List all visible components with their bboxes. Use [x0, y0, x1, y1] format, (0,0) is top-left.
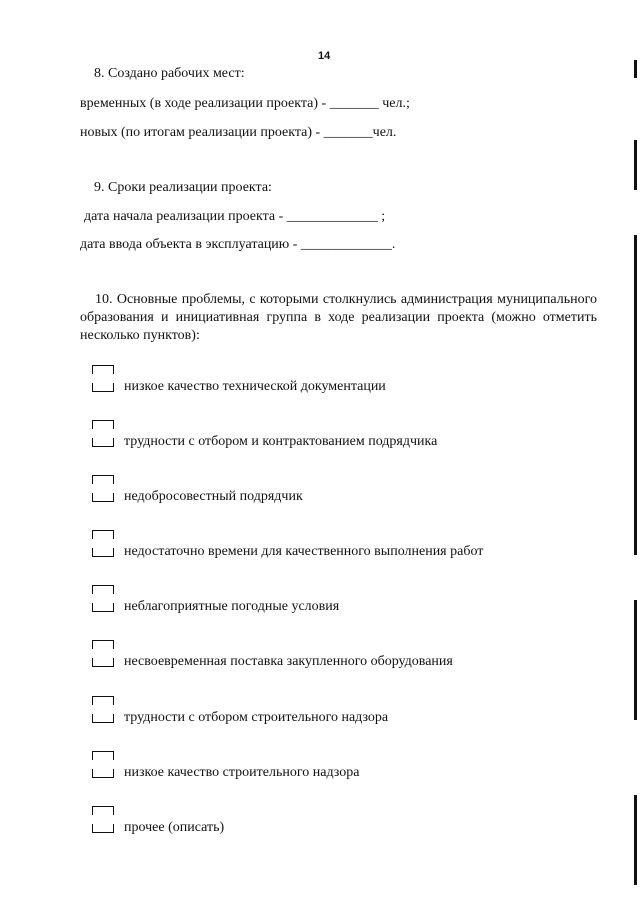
checklist-item[interactable]: [90, 806, 590, 842]
checklist-item-label: недобросовестный подрядчик: [124, 489, 303, 504]
section-9-title: 9. Сроки реализации проекта:: [94, 180, 272, 195]
checklist-item-label: низкое качество технической документации: [124, 379, 386, 394]
section-10-text: 10. Основные проблемы, с которыми столкнулись администрация муниципального образования и инициативная группа в ходе реализации проекта (можно отметить несколько пунктов):: [80, 292, 597, 343]
temporary-jobs-line: временных (в ходе реализации проекта) - _______ чел.;: [80, 96, 410, 111]
checkbox-top-bracket[interactable]: [92, 585, 114, 594]
checkbox-top-bracket[interactable]: [92, 806, 114, 815]
checkbox-top-bracket[interactable]: [92, 530, 114, 539]
checkbox-top-bracket[interactable]: [92, 696, 114, 705]
commissioning-date-line: дата ввода объекта в эксплуатацию - _____________.: [80, 237, 396, 252]
checkbox-top-bracket[interactable]: [92, 751, 114, 760]
section-8-title: 8. Создано рабочих мест:: [94, 66, 245, 81]
checklist-item[interactable]: [90, 475, 590, 511]
checklist-item[interactable]: [90, 696, 590, 732]
checkbox-top-bracket[interactable]: [92, 365, 114, 374]
checkbox-bottom-bracket[interactable]: [92, 714, 114, 723]
checklist-item[interactable]: [90, 530, 590, 566]
checkbox-bottom-bracket[interactable]: [92, 493, 114, 502]
checklist-item-label: трудности с отбором и контрактованием подрядчика: [124, 434, 438, 449]
checklist-item-label: недостаточно времени для качественного выполнения работ: [124, 544, 484, 559]
checklist-item-label: трудности с отбором строительного надзора: [124, 710, 389, 725]
checkbox-bottom-bracket[interactable]: [92, 438, 114, 447]
page-number: 14: [318, 50, 331, 62]
scan-edge-mark: [634, 795, 637, 885]
checkbox-bottom-bracket[interactable]: [92, 383, 114, 392]
checkbox-bottom-bracket[interactable]: [92, 548, 114, 557]
checkbox-top-bracket[interactable]: [92, 640, 114, 649]
start-date-line: дата начала реализации проекта - _____________ ;: [84, 209, 386, 224]
checklist-item[interactable]: [90, 751, 590, 787]
checklist-item-label: низкое качество строительного надзора: [124, 765, 360, 780]
checklist-item[interactable]: [90, 640, 590, 676]
checklist-item[interactable]: [90, 585, 590, 621]
scan-edge-mark: [634, 235, 637, 555]
scan-edge-mark: [634, 60, 637, 78]
checklist-item-label: несвоевременная поставка закупленного оборудования: [124, 654, 453, 669]
checklist-item-label: прочее (описать): [124, 820, 225, 835]
checkbox-top-bracket[interactable]: [92, 420, 114, 429]
checklist-item-label: неблагоприятные погодные условия: [124, 599, 340, 614]
checkbox-bottom-bracket[interactable]: [92, 603, 114, 612]
checklist-item[interactable]: [90, 420, 590, 456]
checkbox-bottom-bracket[interactable]: [92, 658, 114, 667]
checkbox-top-bracket[interactable]: [92, 475, 114, 484]
checkbox-bottom-bracket[interactable]: [92, 824, 114, 833]
scan-edge-mark: [634, 140, 637, 190]
new-jobs-line: новых (по итогам реализации проекта) - _______чел.: [80, 125, 397, 140]
scan-edge-mark: [634, 600, 637, 720]
checklist-item[interactable]: [90, 365, 590, 401]
checkbox-bottom-bracket[interactable]: [92, 769, 114, 778]
